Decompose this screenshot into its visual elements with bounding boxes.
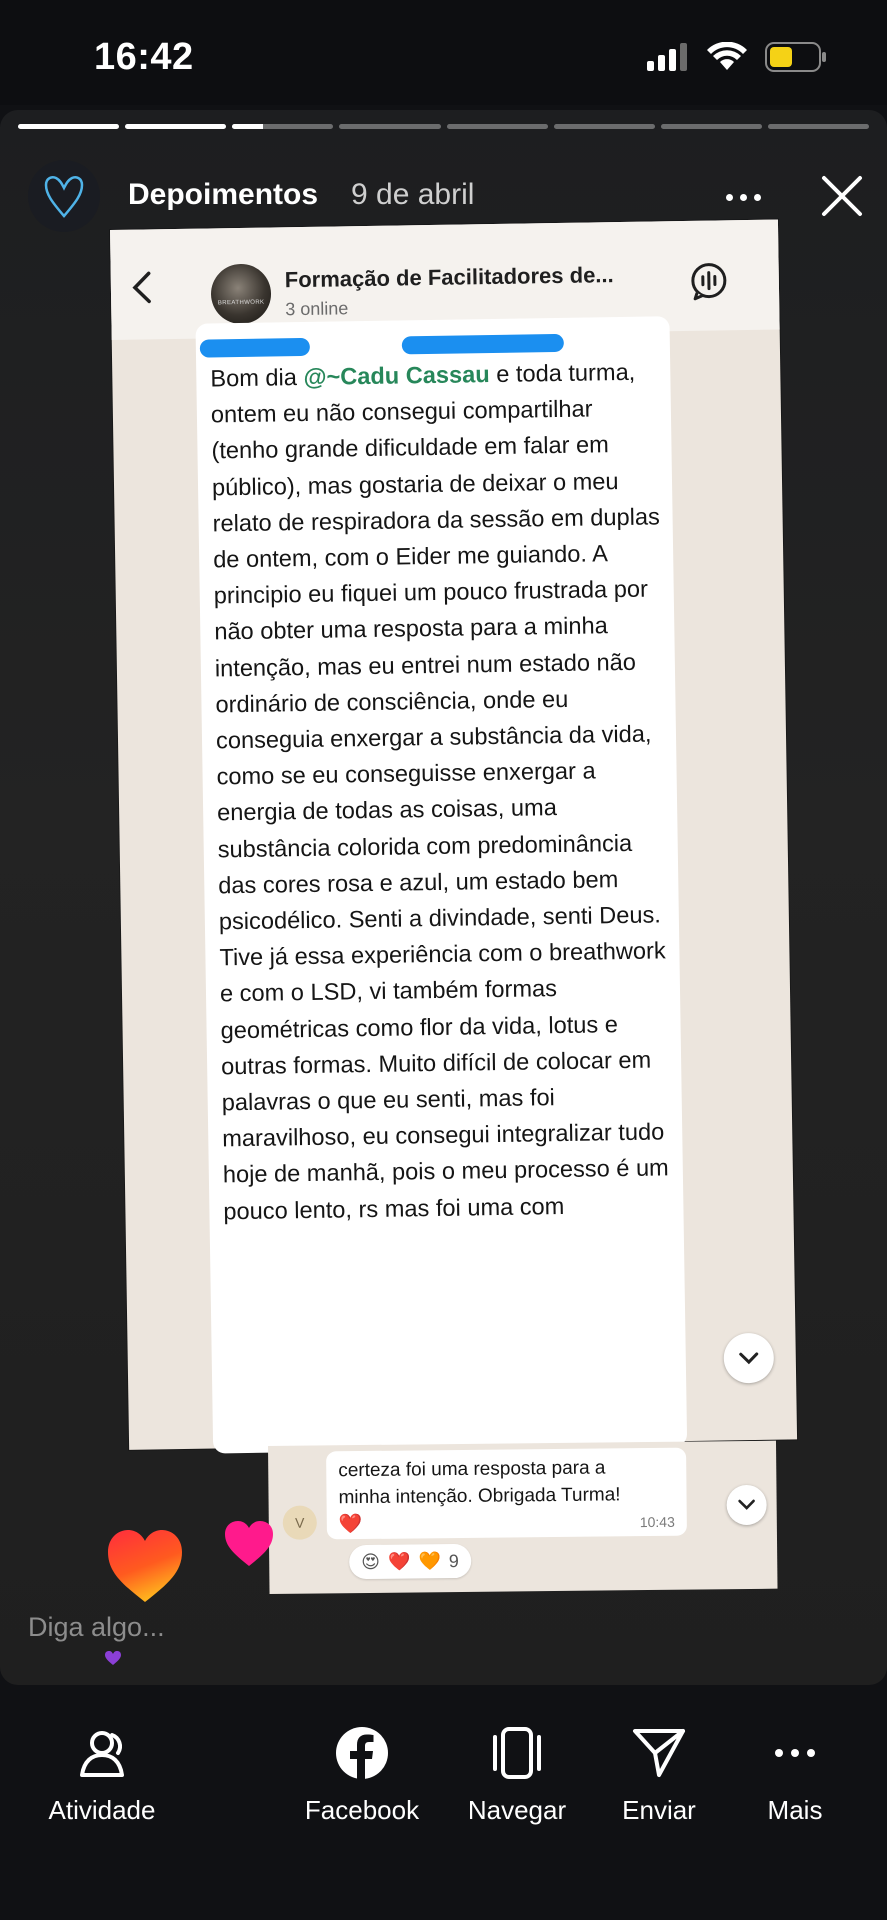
- facebook-icon: [334, 1725, 390, 1781]
- nav-mais[interactable]: [750, 1725, 840, 1826]
- reaction-pill: [349, 1544, 471, 1579]
- reaction-count: 9: [448, 1550, 459, 1571]
- progress-segment: [661, 124, 762, 129]
- group-avatar-label: BREATHWORK: [217, 299, 265, 307]
- progress-fill: [18, 124, 119, 129]
- progress-segment: [18, 124, 119, 129]
- wifi-icon: [707, 42, 747, 72]
- more-icon: [767, 1725, 823, 1781]
- battery-icon: [765, 42, 827, 72]
- chat-screenshot-continuation: [268, 1441, 778, 1594]
- more-options-icon[interactable]: [726, 182, 776, 212]
- scroll-down-button-small: [726, 1485, 766, 1525]
- message-time: 10:43: [639, 1513, 675, 1531]
- reaction-emoji: 😍: [361, 1551, 381, 1572]
- nav-label: Mais: [767, 1795, 823, 1825]
- sender-avatar: V: [283, 1505, 317, 1539]
- status-time: 16:42: [94, 36, 194, 78]
- activity-icon: [74, 1725, 130, 1781]
- status-icons: [647, 42, 827, 72]
- progress-segment: [447, 124, 548, 129]
- heart-reaction-icon: [104, 1526, 186, 1606]
- progress-segment: [554, 124, 655, 129]
- progress-segment: [768, 124, 869, 129]
- chevron-down-icon: [738, 1499, 756, 1511]
- message-text-start: Bom dia: [210, 364, 304, 393]
- message-bubble: [195, 316, 687, 1453]
- pink-heart-icon: [222, 1518, 276, 1570]
- story-date: 9 de abril: [351, 178, 475, 211]
- group-online-count: 3 online: [285, 298, 349, 320]
- nav-label: Navegar: [467, 1795, 567, 1825]
- small-heart-icon: [104, 1650, 122, 1666]
- heart-outline-icon: [42, 172, 86, 220]
- progress-segment: [339, 124, 440, 129]
- redaction-scribble: [402, 334, 564, 355]
- progress-fill: [125, 124, 226, 129]
- reaction-emoji: ❤️: [387, 1551, 411, 1572]
- progress-fill: [232, 124, 262, 129]
- mention-link: @~Cadu Cassau: [303, 362, 490, 391]
- signal-icon: [647, 43, 689, 71]
- send-icon: [631, 1725, 687, 1781]
- nav-enviar[interactable]: [614, 1725, 704, 1826]
- group-avatar: [211, 263, 272, 324]
- highlight-avatar[interactable]: [28, 160, 100, 232]
- heart-emoji: ❤️: [338, 1514, 363, 1536]
- progress-segment: [125, 124, 226, 129]
- group-name: Formação de Facilitadores de...: [284, 262, 614, 293]
- chat-screenshot: [110, 220, 797, 1450]
- nav-label: Enviar: [622, 1795, 696, 1825]
- reaction-emoji: 🧡: [418, 1550, 441, 1571]
- story-viewer[interactable]: [0, 110, 887, 1685]
- scroll-down-button: [723, 1333, 774, 1384]
- close-icon[interactable]: [818, 172, 866, 220]
- message-text-rest: e toda turma, ontem eu não consegui compartilhar (tenho grande dificuldade em falar em público), mas gostaria de deixar o meu relato de respiradora da sessão em duplas de ontem, com o Eider me guiando. A principio eu fiquei um pouco frustrada por não obter uma resposta para a minha intenção, mas eu entrei num estado não ordinário de consciência, onde eu conseguia enxergar a substância da vida, como se eu conseguisse enxergar a energia de todas as coisas, uma substância colorida com predominância das cores rosa e azul, um estado bem psicodélico. Senti a divindade, senti Deus. Tive já essa experiência com o breathwork e com o LSD, vi também formas geométricas como flor da vida, lotus e outras formas. Muito difícil de colocar em palavras o que eu senti, mas foi maravilhoso, eu consegui integralizar tudo hoje de manhã, pois o meu processo é um pouco lento, rs mas foi uma com: [210, 359, 669, 1226]
- browse-icon: [489, 1725, 545, 1781]
- story-progress: [18, 124, 869, 129]
- redaction-scribble: [200, 338, 310, 358]
- chevron-down-icon: [738, 1351, 760, 1365]
- nav-navegar[interactable]: [464, 1725, 570, 1826]
- nav-label: Facebook: [304, 1795, 420, 1825]
- nav-atividade[interactable]: [46, 1725, 158, 1826]
- story-title[interactable]: Depoimentos: [128, 178, 319, 211]
- message-continuation-text: certeza foi uma resposta para a minha intenção. Obrigada Turma! ❤️: [338, 1457, 621, 1536]
- voice-chat-icon: [689, 260, 730, 301]
- message-text: [210, 354, 672, 1230]
- reply-input[interactable]: Diga algo...: [28, 1612, 165, 1642]
- back-chevron-icon: [129, 269, 154, 305]
- nav-label: Atividade: [48, 1795, 156, 1825]
- message-bubble-continuation: [326, 1448, 687, 1540]
- status-bar: [0, 0, 887, 105]
- nav-facebook[interactable]: [300, 1725, 424, 1826]
- bottom-action-bar: [0, 1685, 887, 1920]
- progress-segment: [232, 124, 333, 129]
